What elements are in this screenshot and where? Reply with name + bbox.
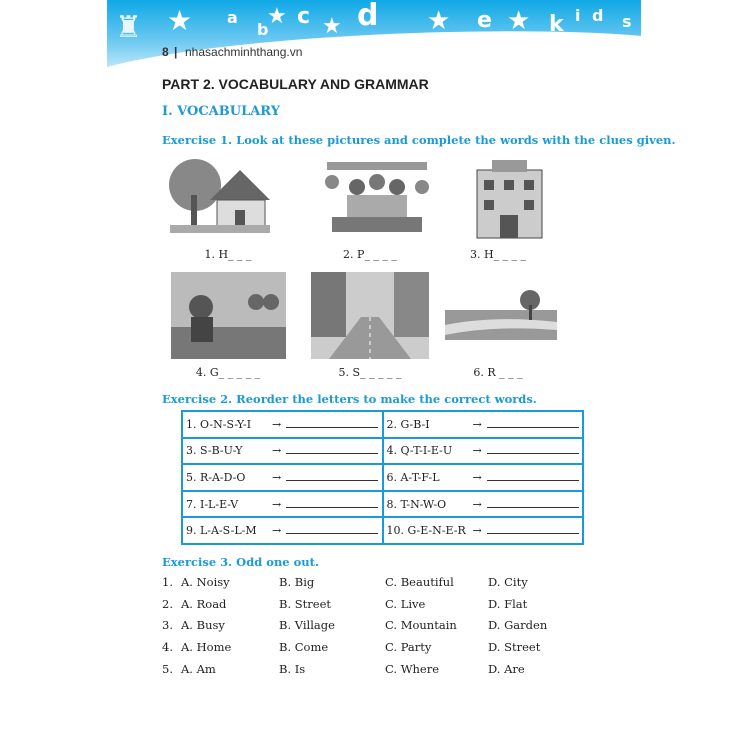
- exercise1-item: 3. H_ _ _ _: [469, 248, 527, 261]
- table-row: [182, 491, 583, 518]
- river-picture: [445, 290, 557, 340]
- decor-letter: s: [622, 12, 632, 31]
- arrow-icon: →: [472, 524, 482, 538]
- garden-picture: [171, 272, 286, 359]
- decor-letter: b: [257, 20, 269, 39]
- reorder-cell: [182, 491, 383, 518]
- reorder-cell: [182, 438, 383, 465]
- exercise2-heading: Exercise 2. Reorder the letters to make the correct words.: [162, 392, 537, 406]
- question-number: 3.: [162, 618, 173, 633]
- table-row: [182, 517, 583, 544]
- scrambled-word: 4. Q-T-I-E-U: [386, 444, 453, 458]
- option-a: A. Road: [181, 596, 227, 611]
- arrow-icon: →: [472, 417, 482, 431]
- option-b: B. Street: [279, 596, 331, 611]
- option-c: C. Where: [385, 661, 440, 676]
- option-c: C. Mountain: [385, 618, 457, 633]
- site-name: nhasachminhthang.vn: [185, 45, 303, 59]
- option-a: A. Home: [181, 640, 232, 655]
- exercise1-item: 5. S_ _ _ _ _: [338, 366, 402, 379]
- decor-letter: k: [549, 12, 564, 37]
- table-row: [182, 411, 583, 438]
- arrow-icon: →: [272, 524, 282, 538]
- table-row: [182, 464, 583, 491]
- scrambled-word: 8. T-N-W-O: [386, 497, 447, 511]
- question-number: 2.: [162, 596, 173, 611]
- reorder-cell: [383, 491, 584, 518]
- street-picture: [311, 272, 429, 359]
- option-d: D. Flat: [488, 596, 528, 611]
- decor-letter: c: [297, 4, 311, 29]
- decor-letter: a: [227, 8, 238, 27]
- star-icon: ★: [267, 4, 287, 29]
- option-a: A. Busy: [181, 618, 225, 633]
- arrow-icon: →: [272, 470, 282, 484]
- scrambled-word: 10. G-E-N-E-R: [386, 524, 466, 538]
- star-icon: ★: [507, 6, 531, 36]
- answer-blank[interactable]: [286, 445, 378, 454]
- option-b: B. Big: [279, 575, 315, 589]
- scrambled-word: 6. A-T-F-L: [386, 470, 440, 484]
- answer-blank[interactable]: [286, 525, 378, 534]
- option-d: D. Garden: [488, 618, 548, 633]
- decor-letter: e: [477, 8, 492, 33]
- exercise1-item: 2. P_ _ _ _: [343, 248, 397, 261]
- scrambled-word: 5. R-A-D-O: [186, 470, 246, 484]
- option-b: B. Come: [279, 640, 329, 655]
- section-heading: I. VOCABULARY: [162, 104, 280, 119]
- option-b: B. Village: [279, 618, 335, 633]
- option-d: D. City: [488, 575, 528, 589]
- answer-blank[interactable]: [487, 499, 579, 508]
- reorder-cell: [182, 517, 383, 544]
- star-icon: ★: [167, 4, 193, 37]
- arrow-icon: →: [472, 470, 482, 484]
- hotel-picture: [472, 155, 547, 240]
- question-number: 4.: [162, 640, 173, 655]
- option-c: C. Live: [385, 596, 426, 611]
- reorder-cell: [182, 464, 383, 491]
- option-c: C. Beautiful: [385, 575, 454, 589]
- option-a: A. Am: [181, 661, 216, 676]
- reorder-cell: [383, 464, 584, 491]
- reorder-cell: [383, 438, 584, 465]
- option-c: C. Party: [385, 640, 432, 655]
- option-d: D. Street: [488, 640, 541, 655]
- decor-letter: d: [357, 0, 379, 33]
- exercise1-item: 6. R _ _ _: [473, 366, 523, 379]
- answer-blank[interactable]: [487, 419, 579, 428]
- exercise3-heading: Exercise 3. Odd one out.: [162, 555, 319, 569]
- tower-icon: ♜: [115, 10, 142, 45]
- answer-blank[interactable]: [286, 472, 378, 481]
- scrambled-word: 3. S-B-U-Y: [186, 444, 243, 458]
- arrow-icon: →: [272, 417, 282, 431]
- arrow-icon: →: [472, 497, 482, 511]
- exercise1-item: 4. G_ _ _ _ _: [195, 366, 261, 379]
- page-number: 8: [162, 45, 169, 59]
- exercise1-item: 1. H_ _ _: [204, 248, 252, 261]
- question-number: 1.: [162, 575, 173, 589]
- exercise1-heading: Exercise 1. Look at these pictures and complete the words with the clues given.: [162, 133, 676, 147]
- party-picture: [322, 152, 432, 242]
- reorder-table: [181, 410, 584, 545]
- decor-letter: i: [575, 6, 581, 25]
- page-title: PART 2. VOCABULARY AND GRAMMAR: [162, 76, 429, 92]
- scrambled-word: 1. O-N-S-Y-I: [186, 417, 252, 431]
- option-a: A. Noisy: [181, 575, 230, 589]
- reorder-cell: [383, 517, 584, 544]
- scrambled-word: 9. L-A-S-L-M: [186, 524, 257, 538]
- decor-letter: d: [592, 6, 604, 25]
- answer-blank[interactable]: [487, 525, 579, 534]
- separator: |: [174, 45, 178, 59]
- table-row: [182, 438, 583, 465]
- reorder-cell: [182, 411, 383, 438]
- reorder-cell: [383, 411, 584, 438]
- answer-blank[interactable]: [286, 419, 378, 428]
- answer-blank[interactable]: [487, 472, 579, 481]
- option-b: B. Is: [279, 661, 306, 676]
- star-icon: ★: [427, 6, 451, 36]
- answer-blank[interactable]: [286, 499, 378, 508]
- scrambled-word: 2. G-B-I: [386, 417, 430, 431]
- star-icon: ★: [322, 14, 342, 39]
- arrow-icon: →: [472, 444, 482, 458]
- question-number: 5.: [162, 661, 173, 676]
- arrow-icon: →: [272, 444, 282, 458]
- answer-blank[interactable]: [487, 445, 579, 454]
- house-picture: [165, 155, 275, 240]
- scrambled-word: 7. I-L-E-V: [186, 497, 239, 511]
- arrow-icon: →: [272, 497, 282, 511]
- option-d: D. Are: [488, 661, 525, 676]
